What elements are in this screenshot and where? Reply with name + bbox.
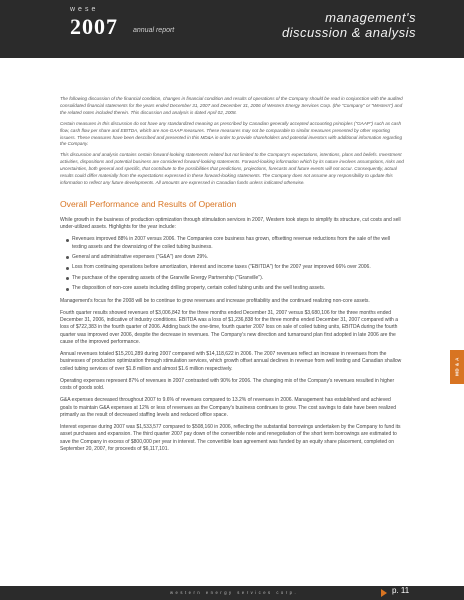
- section-side-tab[interactable]: [450, 350, 464, 384]
- intro-paragraph: Certain measures in this discussion do not have any standardized meaning as prescribed by Canadian generally accepted accounting principles ("GAAP") such as cash flow, cash flow per share and EBITDA, which are non-GAAP measures. These measures may not be comparable to similar measures presented by other reporting issuers. These measures have been described and presented in this MD&A in order to provide shareholders and potential investors with additional information regarding the Company.: [60, 120, 403, 147]
- body-paragraph: Operating expenses represent 87% of revenues in 2007 contrasted with 90% for 2006. The changing mix of the Company's revenues resulted in higher costs of goods sold.: [60, 377, 395, 392]
- side-tab-label: MD & A: [454, 357, 460, 376]
- highlight-item: The purchase of the operating assets of the Granville Energy Partnership ("Granville").: [72, 275, 404, 282]
- body-paragraph: G&A expenses decreased throughout 2007 to 9.6% of revenues compared to 13.2% of revenues in 2006. Management has established and achieved goals to maintain G&A expenses at 12% or less of revenues as the Company's business continues to grow. The cost savings to date have been realized primarily as the result of decreased staffing levels and reduced office space.: [60, 397, 397, 418]
- main-content: [60, 96, 404, 458]
- body-paragraph: Fourth quarter results showed revenues of $3,006,842 for the three months ended December 31, 2007 versus $3,680,106 for the three months ended December 31, 2006, indicative of industry conditions. EBITDA was a loss of $1,236,838 for the three months ended December 31, 2007 compared with a loss of $722,383 in the fourth quarter of 2006. Adding back the one-time, fourth quarter 2007 loss on sale of coiled tubing units, EBITDA during the fourth quarter was improved over 2006, despite the decrease in revenues. The Company's new direction and turnaround plan first adopted in late 2006 are the cause of the improved performance.: [60, 309, 398, 346]
- section-title-line2: discussion & analysis: [281, 25, 416, 40]
- highlight-item: Loss from continuing operations before amortization, interest and income taxes ("EBITDA") for the 2007 year improved 66% over 2006.: [72, 264, 404, 271]
- company-short-label: wese: [70, 6, 99, 13]
- body-paragraph: Management's focus for the 2008 will be to continue to grow revenues and increase profitability and the continued realizing non-core assets.: [60, 297, 370, 304]
- overview-paragraph: While growth in the business of production optimization through stimulation services in 2007, Western took steps to simplify its structure, cut costs and sell under-utilized assets. Highlights for the year include:: [60, 216, 401, 231]
- section-title-line1: management's: [325, 10, 416, 25]
- body-paragraph: Annual revenues totaled $15,201,289 during 2007 compared with $14,118,622 in 2006. The 2007 revenues reflect an increase in revenues from the businesses of production optimization through stimulation services, which growth offset annual declines in revenue from well testing and Canadian shallow coiled tubing services of over $1.8 million and almost $1.6 million respectively.: [60, 351, 402, 372]
- section-heading: Overall Performance and Results of Operation: [60, 198, 237, 209]
- page-number: p. 11: [392, 586, 410, 595]
- page-footer: [0, 586, 464, 600]
- section-title: [282, 10, 416, 40]
- highlight-item: Revenues improved 88% in 2007 versus 2006. The Companies core business has grown, offsetting revenue reductions from the sale of the well testing assets and the downsizing of the coiled tubing business.: [72, 236, 404, 251]
- report-year: 2007: [70, 14, 118, 39]
- body-block: [60, 217, 404, 454]
- body-paragraph: Interest expense during 2007 was $1,533,577 compared to $508,160 in 2006, reflecting the substantial borrowings undertaken by the Company to fund its asset purchases and expansion. The third quarter 2007 pay down of the convertible note and renegotiation of the short term borrowings are estimated to save the Company in excess of $800,000 per year in interest. The convertible loan agreement was funded by an equity share placement, completed on September 20, 2007, for proceeds of $6,117,101.: [60, 423, 401, 453]
- page-marker-arrow-icon: [381, 589, 387, 597]
- intro-block: [60, 96, 404, 187]
- highlights-list: [60, 236, 404, 292]
- highlight-item: The disposition of non-core assets including drilling property, certain coiled tubing units and the well testing assets.: [72, 285, 404, 292]
- highlight-item: General and administrative expenses ("G&A") are down 29%.: [72, 254, 404, 261]
- intro-paragraph: This discussion and analysis contains certain forward-looking statements related but not limited to the Company's expectations, intentions, plans and beliefs. Investment activities, dispositions and potential business are considered forward-looking statements. Forward-looking information which by its nature involves assumptions, risks and uncertainties, both general and specific, that contribute to the possibilities that predictions, projections, forecasts and future events will not occur. Consequently, actual results could differ materially from the expectations expressed in these forward-looking statements. The Company does not assume any responsibility to update this information to reflect any future developments. All amounts are expressed in Canadian funds unless indicated otherwise.: [60, 152, 404, 185]
- annual-report-label: annual report: [133, 27, 175, 34]
- intro-paragraph: The following discussion of the financial condition, changes in financial condition and results of operations of the Company should be read in conjunction with the audited consolidated financial statements for the years ended December 31, 2007 and December 31, 2006 of Western Energy Services Corp. (the "Company" or "Western") and the related notes included therein. This discussion and analysis is dated April 02, 2008.: [60, 96, 403, 115]
- footer-company-name: western energy services corp.: [170, 590, 299, 595]
- report-header: [0, 0, 464, 58]
